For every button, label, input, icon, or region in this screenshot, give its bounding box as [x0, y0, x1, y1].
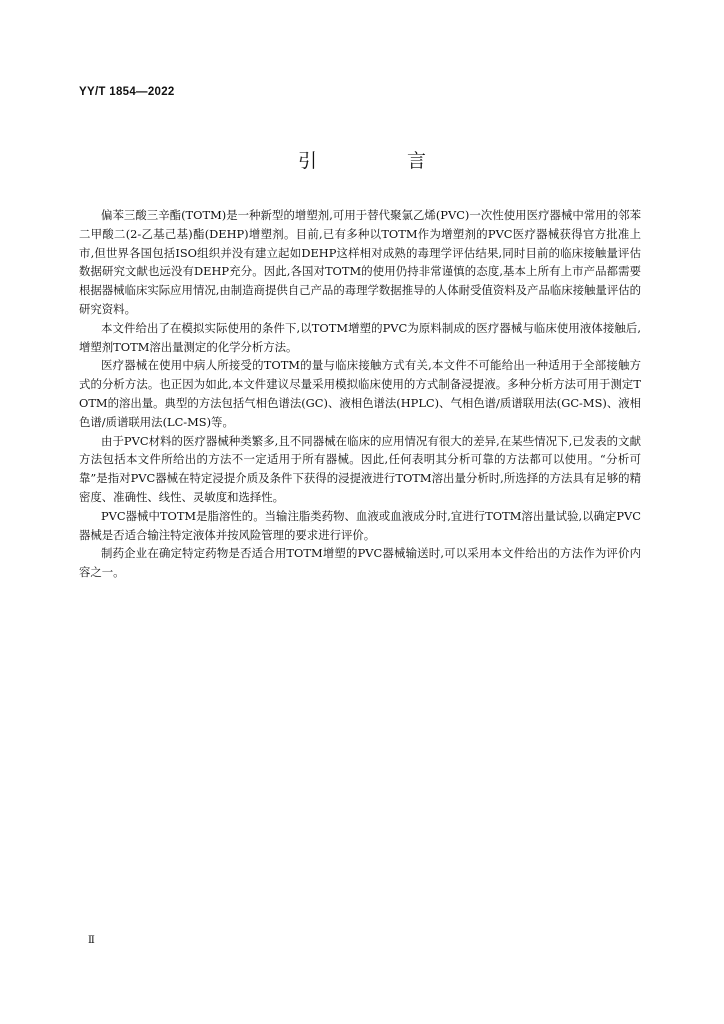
page-number: Ⅱ — [88, 935, 95, 946]
section-title: 引 言 — [297, 150, 469, 172]
paragraph-1: 偏苯三酸三辛酯(TOTM)是一种新型的增塑剂,可用于替代聚氯乙烯(PVC)一次性使用医疗器械中常用的邻苯二甲酸二(2-乙基己基)酯(DEHP)增塑剂。目前,已有多种以TOTM作为增塑剂的PVC医疗器械获得官方批准上市,但世界各国包括ISO组织并没有建立起如DEHP这样相对成熟的毒理学评估结果,同时目前的临床接触量评估数据研究文献也远没有DEHP充分。因此,各国对TOTM的使用仍持非常谨慎的态度,基本上所有上市产品都需要根据器械临床实际应用情况,由制造商提供自己产品的毒理学数据推导的人体耐受值资料及产品临床接触量评估的研究资料。 — [79, 208, 641, 316]
introduction-body — [79, 206, 641, 582]
paragraph-3: 医疗器械在使用中病人所接受的TOTM的量与临床接触方式有关,本文件不可能给出一种适用于全部接触方式的分析方法。也正因为如此,本文件建议尽量采用模拟临床使用的方式制备浸提液。多种分析方法可用于测定TOTM的溶出量。典型的方法包括气相色谱法(GC)、液相色谱法(HPLC)、气相色谱/质谱联用法(GC-MS)、液相色谱/质谱联用法(LC-MS)等。 — [79, 358, 641, 429]
paragraph-6: 制药企业在确定特定药物是否适合用TOTM增塑的PVC器械输送时,可以采用本文件给出的方法作为评价内容之一。 — [79, 546, 641, 580]
paragraph-5: PVC器械中TOTM是脂溶性的。当输注脂类药物、血液或血液成分时,宜进行TOTM溶出量试验,以确定PVC器械是否适合输注特定液体并按风险管理的要求进行评价。 — [79, 508, 641, 542]
paragraph-4: 由于PVC材料的医疗器械种类繁多,且不同器械在临床的应用情况有很大的差异,在某些情况下,已发表的文献方法包括本文件所给出的方法不一定适用于所有器械。因此,任何表明其分析可靠的方法都可以使用。“分析可靠”是指对PVC器械在特定浸提介质及条件下获得的浸提液进行TOTM溶出量分析时,所选择的方法具有足够的精密度、准确性、线性、灵敏度和选择性。 — [79, 433, 641, 504]
paragraph-2: 本文件给出了在模拟实际使用的条件下,以TOTM增塑的PVC为原料制成的医疗器械与临床使用液体接触后,增塑剂TOTM溶出量测定的化学分析方法。 — [79, 320, 641, 354]
standard-number: YY/T 1854—2022 — [79, 86, 175, 98]
